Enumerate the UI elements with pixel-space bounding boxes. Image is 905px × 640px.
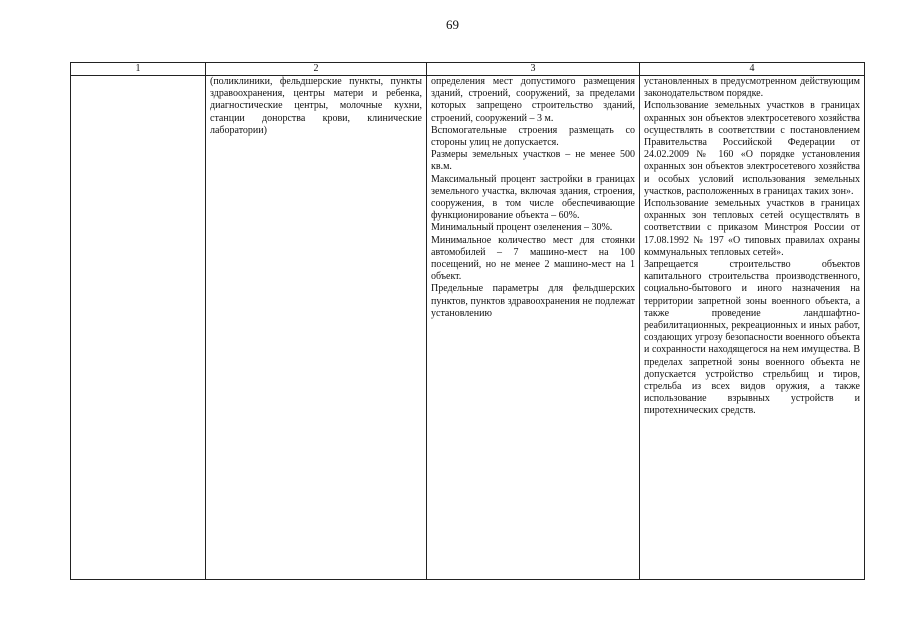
col4-paragraph: Использование земельных участков в границах охранных зон тепловых сетей осуществлять в соответствии с приказом Минстроя России от 17.08.1992 № 197 «О типовых правилах охраны коммунальных тепловых сетей».: [644, 198, 860, 258]
col4-paragraph: Использование земельных участков в границах охранных зон объектов электросетевого хозяйства осуществлять в соответствии с постановлением Правительства Российской Федерации от 24.02.2009 № 160 «О порядке установления охранных зон объектов электросетевого хозяйства и особых условий использования земельных участков, расположенных в границах таких зон».: [644, 100, 860, 197]
cell-col1: [71, 76, 206, 580]
regulation-table: [70, 62, 865, 580]
table-header-row: [71, 63, 865, 76]
page-number: 69: [446, 17, 459, 32]
cell-col3: [427, 76, 640, 580]
col3-paragraph: определения мест допустимого размещения зданий, строений, сооружений, за пределами которых запрещено строительство зданий, строений, сооружений – 3 м.: [431, 76, 635, 124]
col3-paragraph: Предельные параметры для фельдшерских пунктов, пунктов здравоохранения не подлежат установлению: [431, 283, 635, 319]
table-row: [71, 76, 865, 580]
column-header-1: 1: [71, 63, 206, 76]
col2-paragraph: (поликлиники, фельдшерские пункты, пункты здравоохранения, центры матери и ребенка, диагностические центры, молочные кухни, станции донорства крови, клинические лаборатории): [210, 76, 422, 136]
col3-paragraph: Минимальное количество мест для стоянки автомобилей – 7 машино-мест на 100 посещений, но не менее 2 машино-мест на 1 объект.: [431, 234, 635, 283]
cell-col4: [640, 76, 865, 580]
col3-paragraph: Минимальный процент озеленения – 30%.: [431, 222, 613, 234]
column-header-3: 3: [427, 63, 640, 76]
col3-paragraph: Вспомогательные строения размещать со стороны улиц не допускается.: [431, 124, 635, 149]
cell-col2: [206, 76, 427, 580]
col3-paragraph: Максимальный процент застройки в границах земельного участка, включая здания, строения, сооружения, в том числе обеспечивающие функционирование объекта – 60%.: [431, 173, 635, 222]
col4-paragraph: Запрещается строительство объектов капитального строительства производственного, социально-бытового и иного назначения на территории запретной зоны военного объекта, а также проведение ландшафтно-реабилитационных, рекреационных и иных работ, создающих угрозу безопасности военного объекта и сохранности находящегося на нем имущества. В пределах запретной зоны военного объекта не допускается устройство стрельбищ и тиров, стрельба из всех видов оружия, а также использование взрывных устройств и пиротехнических средств.: [644, 259, 860, 417]
column-header-2: 2: [206, 63, 427, 76]
col3-paragraph: Размеры земельных участков – не менее 500 кв.м.: [431, 149, 635, 173]
column-header-4: 4: [640, 63, 865, 76]
col4-paragraph: установленных в предусмотренном действующим законодательством порядке.: [644, 76, 860, 100]
